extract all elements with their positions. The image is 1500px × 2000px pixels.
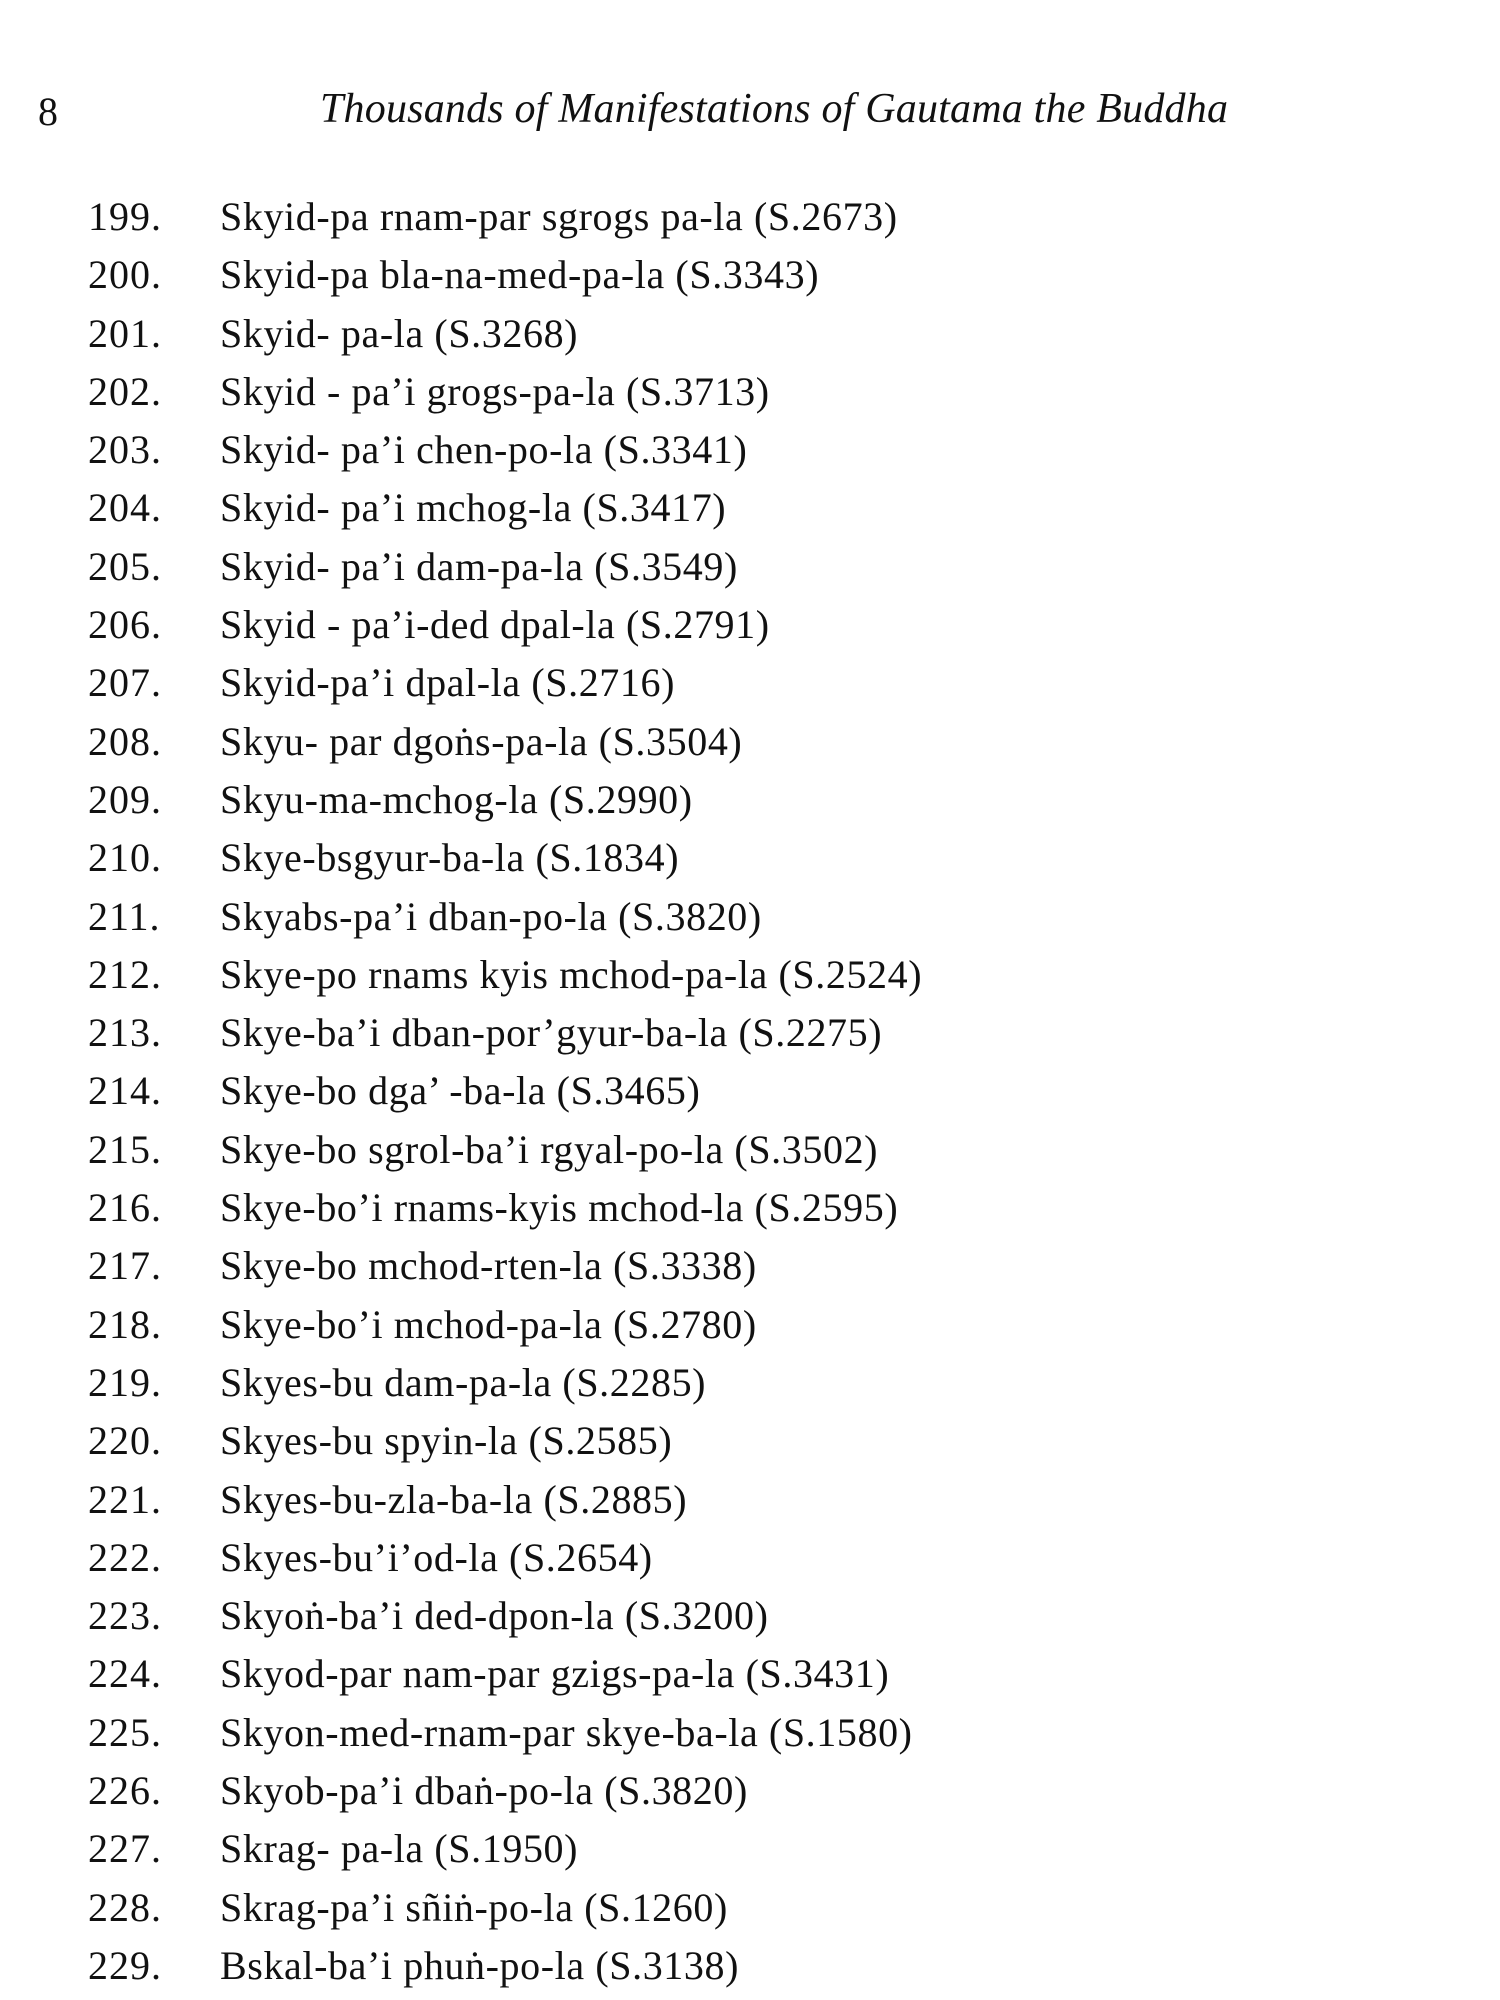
list-item <box>88 188 1428 246</box>
entry-number: 229. <box>88 1942 162 1988</box>
entry-text: Skrag-pa’i sñiṅ-po-la (S.1260) <box>220 1884 728 1930</box>
list-item <box>88 1296 1428 1354</box>
entry-text: Skyid- pa’i chen-po-la (S.3341) <box>220 427 748 473</box>
list-item <box>88 713 1428 771</box>
entry-number: 206. <box>88 602 162 648</box>
entry-number: 223. <box>88 1593 162 1639</box>
entry-text: Skyod-par nam-par gzigs-pa-la (S.3431) <box>220 1651 890 1697</box>
entry-list <box>88 188 1428 1995</box>
entry-text: Skye-bo sgrol-ba’i rgyal-po-la (S.3502) <box>220 1126 879 1172</box>
list-item <box>88 1004 1428 1062</box>
entry-number: 220. <box>88 1418 162 1464</box>
entry-number: 207. <box>88 660 162 706</box>
entry-number: 201. <box>88 310 162 356</box>
entry-text: Skyid-pa rnam-par sgrogs pa-la (S.2673) <box>220 194 898 239</box>
entry-number: 215. <box>88 1126 162 1172</box>
entry-text: Skrag- pa-la (S.1950) <box>220 1826 579 1872</box>
entry-number: 211. <box>88 893 161 939</box>
page-number: 8 <box>38 89 58 134</box>
entry-number: 212. <box>88 951 162 997</box>
entry-text: Skyes-bu dam-pa-la (S.2285) <box>220 1359 707 1405</box>
entry-text: Skyes-bu-zla-ba-la (S.2885) <box>220 1476 688 1522</box>
entry-text: Skyob-pa’i dbaṅ-po-la (S.3820) <box>220 1768 748 1814</box>
entry-number: 202. <box>88 368 162 414</box>
list-item <box>88 1704 1428 1762</box>
entry-text: Skye-bo mchod-rten-la (S.3338) <box>220 1243 757 1289</box>
entry-number: 218. <box>88 1301 162 1347</box>
entry-text: Skyid- pa’i mchog-la (S.3417) <box>220 485 727 531</box>
entry-text: Skyid- pa’i dam-pa-la (S.3549) <box>220 543 738 589</box>
entry-number: 204. <box>88 485 162 531</box>
list-item <box>88 246 1428 304</box>
list-item <box>88 1937 1428 1995</box>
list-item <box>88 888 1428 946</box>
entry-number: 200. <box>88 252 162 298</box>
list-item <box>88 771 1428 829</box>
list-item <box>88 421 1428 479</box>
entry-text: Skyid- pa-la (S.3268) <box>220 310 579 356</box>
entry-text: Skyid-pa’i dpal-la (S.2716) <box>220 660 676 706</box>
list-item <box>88 479 1428 537</box>
entry-number: 205. <box>88 543 162 589</box>
entry-text: Skyes-bu’i’od-la (S.2654) <box>220 1534 653 1580</box>
list-item <box>88 1412 1428 1470</box>
list-item <box>88 1879 1428 1937</box>
entry-number: 210. <box>88 835 162 881</box>
entry-number: 216. <box>88 1185 162 1231</box>
list-item <box>88 538 1428 596</box>
entry-number: 221. <box>88 1476 162 1522</box>
entry-text: Skye-ba’i dban-por’gyur-ba-la (S.2275) <box>220 1010 883 1056</box>
entry-number: 226. <box>88 1768 162 1814</box>
list-item <box>88 1354 1428 1412</box>
list-item <box>88 1820 1428 1878</box>
entry-text: Skye-bo dga’ -ba-la (S.3465) <box>220 1068 701 1114</box>
entry-text: Skyid-pa bla-na-med-pa-la (S.3343) <box>220 252 820 298</box>
entry-number: 203. <box>88 427 162 473</box>
entry-text: Skyu-ma-mchog-la (S.2990) <box>220 776 693 822</box>
entry-text: Skyid - pa’i-ded dpal-la (S.2791) <box>220 602 770 648</box>
entry-text: Skye-bo’i rnams-kyis mchod-la (S.2595) <box>220 1185 899 1231</box>
entry-number: 219. <box>88 1359 162 1405</box>
list-item <box>88 1237 1428 1295</box>
list-item <box>88 654 1428 712</box>
entry-text: Skyu- par dgoṅs-pa-la (S.3504) <box>220 718 743 764</box>
entry-text: Bskal-ba’i phuṅ-po-la (S.3138) <box>220 1942 740 1988</box>
entry-text: Skyoṅ-ba’i ded-dpon-la (S.3200) <box>220 1593 769 1639</box>
entry-number: 225. <box>88 1709 162 1755</box>
entry-number: 217. <box>88 1243 162 1289</box>
entry-number: 227. <box>88 1826 162 1872</box>
running-title: Thousands of Manifestations of Gautama the Buddha <box>320 86 1229 132</box>
entry-number: 214. <box>88 1068 162 1114</box>
entry-number: 228. <box>88 1884 162 1930</box>
list-item <box>88 829 1428 887</box>
list-item <box>88 1062 1428 1120</box>
list-item <box>88 1471 1428 1529</box>
list-item <box>88 1179 1428 1237</box>
list-item <box>88 1645 1428 1703</box>
entry-number: 199. <box>88 194 162 239</box>
list-item <box>88 1529 1428 1587</box>
list-item <box>88 596 1428 654</box>
entry-number: 209. <box>88 776 162 822</box>
list-item <box>88 1762 1428 1820</box>
entry-number: 224. <box>88 1651 162 1697</box>
entry-text: Skyes-bu spyin-la (S.2585) <box>220 1418 673 1464</box>
entry-number: 208. <box>88 718 162 764</box>
list-item <box>88 363 1428 421</box>
list-item <box>88 1587 1428 1645</box>
entry-text: Skye-bsgyur-ba-la (S.1834) <box>220 835 680 881</box>
entry-number: 213. <box>88 1010 162 1056</box>
entry-text: Skyid - pa’i grogs-pa-la (S.3713) <box>220 368 770 414</box>
entry-text: Skye-po rnams kyis mchod-pa-la (S.2524) <box>220 951 923 997</box>
list-item <box>88 305 1428 363</box>
entry-number: 222. <box>88 1534 162 1580</box>
entry-text: Skye-bo’i mchod-pa-la (S.2780) <box>220 1301 757 1347</box>
list-item <box>88 946 1428 1004</box>
page-header <box>38 82 1458 142</box>
list-item <box>88 1121 1428 1179</box>
entry-text: Skyabs-pa’i dban-po-la (S.3820) <box>220 893 762 939</box>
entry-text: Skyon-med-rnam-par skye-ba-la (S.1580) <box>220 1709 913 1755</box>
